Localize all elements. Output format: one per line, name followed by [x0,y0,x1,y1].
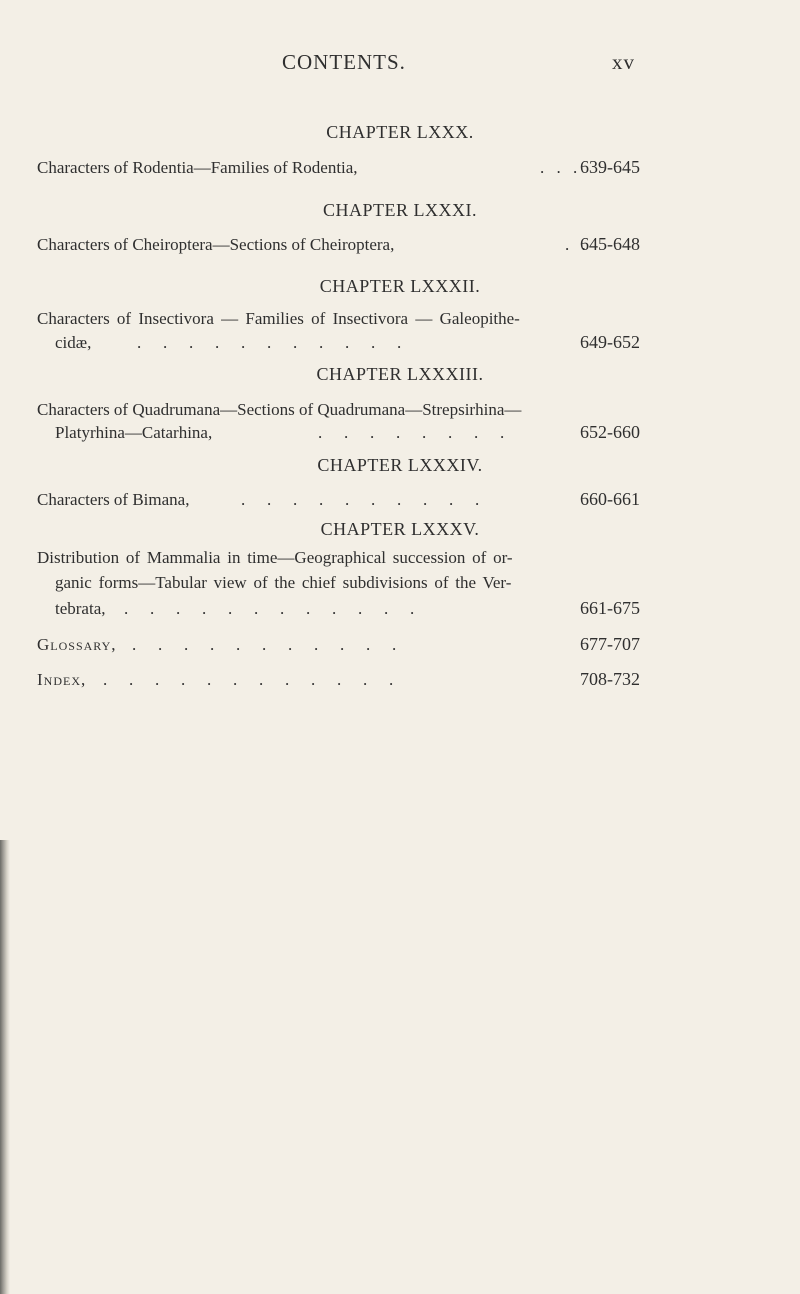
page-range: 649-652 [580,332,640,352]
running-title: CONTENTS. [282,50,406,74]
dot-leaders: . . . . . . . . . . . [137,333,402,352]
chapter-entry-text: tebrata, [55,599,106,618]
page-number: xv [612,50,635,74]
chapter-heading: CHAPTER LXXXIV. [317,455,483,475]
chapter-entry-text: Characters of Insectivora — Families of Insectivora — Galeopithe- [37,309,520,328]
index-entry: Index, [37,670,87,689]
chapter-entry-text: Platyrhina—Catarhina, [55,423,213,442]
chapter-heading: CHAPTER LXXXV. [320,519,480,539]
chapter-heading: CHAPTER LXXXIII. [316,364,484,384]
chapter-heading: CHAPTER LXXXI. [323,200,477,220]
chapter-entry-text: ganic forms—Tabular view of the chief subdivisions of the Ver- [55,573,512,592]
dot-leaders: . . . . . . . . . . [241,490,480,509]
chapter-entry-text: cidæ, [55,333,92,352]
page-range: 660-661 [580,489,640,509]
chapter-heading: CHAPTER LXXXII. [319,276,481,296]
dot-leaders: . . . . . . . . . . . [132,635,397,654]
page-range: 639-645 [580,157,640,177]
chapter-entry-text: Characters of Cheiroptera—Sections of Cheiroptera, [37,235,395,254]
running-head [0,50,800,80]
chapter-entry-text: Characters of Quadrumana—Sections of Quadrumana—Strepsirhina— [37,400,522,419]
dot-leaders: . . . . . . . . . . . . [103,670,394,689]
dot-leaders: . . . [540,158,578,177]
dot-leaders: . . . . . . . . [318,423,505,442]
dot-leaders: . . [565,235,586,254]
chapter-heading: CHAPTER LXXX. [326,122,474,142]
glossary-entry: Glossary, [37,635,117,654]
chapter-entry-text: Characters of Rodentia—Families of Rodentia, [37,158,358,177]
chapter-entry-text: Characters of Bimana, [37,490,190,509]
page-range: 652-660 [580,422,640,442]
page-range: 661-675 [580,598,640,618]
page-range: 677-707 [580,634,640,654]
chapter-entry-text: Distribution of Mammalia in time—Geographical succession of or- [37,548,513,567]
page-range: 645-648 [580,234,640,254]
page-range: 708-732 [580,669,640,689]
dot-leaders: . . . . . . . . . . . . [124,599,415,618]
page-edge-shadow [0,840,10,1294]
